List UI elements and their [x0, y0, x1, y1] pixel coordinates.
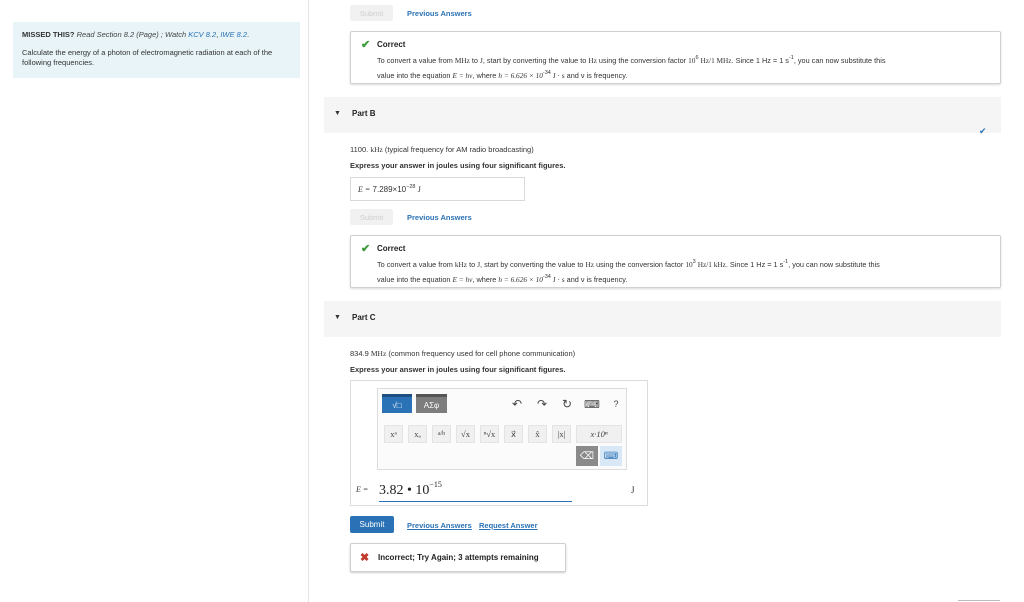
incorrect-x-icon: ✖: [360, 552, 370, 564]
feedback-explanation: To convert a value from kHz to J, start by converting the value to Hz using the conversion factor $10^3$ Hz/1 kHz. Since 1 Hz = 1 $s^{-1}$, you can now substitute this value into the equation E = hν, where $h = 6.626 \times 10^{-34}$ J · s and ν is frequency.: [377, 259, 880, 284]
part-a-previous-answers-link[interactable]: Previous Answers: [407, 9, 472, 18]
backspace-icon[interactable]: ⌫: [576, 446, 598, 466]
undo-icon[interactable]: ↶: [511, 397, 523, 411]
part-b-feedback: [350, 235, 1001, 288]
collapse-caret-icon[interactable]: ▼: [334, 314, 341, 321]
panel-divider: [308, 0, 309, 602]
help-icon[interactable]: ?: [613, 399, 619, 409]
request-answer-link[interactable]: Request Answer: [479, 521, 538, 530]
part-a-submit-button[interactable]: Submit: [350, 5, 393, 21]
part-c-submit-button[interactable]: Submit: [350, 516, 394, 533]
part-c-answer-variable: E =: [356, 485, 369, 494]
fraction-template-button[interactable]: a/b: [432, 425, 451, 443]
problem-instructions: Calculate the energy of a photon of electromagnetic radiation at each of the following frequencies.: [22, 48, 273, 67]
subscript-template-button[interactable]: xₐ: [408, 425, 427, 443]
part-b-answer-field: $E = 7.289\times 10^{-28}$ J: [350, 177, 525, 201]
iwe-link[interactable]: IWE 8.2: [220, 30, 248, 39]
correct-check-icon: ✔: [361, 243, 371, 255]
nth-root-template-button[interactable]: ⁿ√x: [480, 425, 499, 443]
part-c-label: Part C: [352, 313, 376, 322]
vector-template-button[interactable]: x⃗: [504, 425, 523, 443]
part-c-feedback: [350, 543, 566, 572]
feedback-title: Correct: [377, 244, 406, 253]
page-bottom-rule: [958, 600, 1000, 601]
feedback-explanation: To convert a value from MHz to J, start by converting the value to Hz using the conversion factor $10^6$ Hz/1 MHz. Since 1 Hz = 1 $s^{-1}$, you can now substitute this value into the equation E = hν, where $h = 6.626 \times 10^{-34}$ J · s and ν is frequency.: [377, 55, 886, 80]
part-b-previous-answers-link[interactable]: Previous Answers: [407, 213, 472, 222]
greek-symbols-tab[interactable]: ΑΣφ: [416, 394, 447, 413]
incorrect-message: Incorrect; Try Again; 3 attempts remaining: [378, 553, 539, 562]
part-c-answer-input[interactable]: 3.82 • $10^{-15}$: [379, 480, 442, 498]
kcv-link[interactable]: KCV 8.2: [188, 30, 217, 39]
collapse-caret-icon[interactable]: ▼: [334, 110, 341, 117]
scientific-notation-template-button[interactable]: x·10ⁿ: [576, 425, 622, 443]
absolute-value-template-button[interactable]: |x|: [552, 425, 571, 443]
feedback-title: Correct: [377, 40, 406, 49]
sqrt-template-button[interactable]: √x: [456, 425, 475, 443]
unit-vector-template-button[interactable]: x̂: [528, 425, 547, 443]
answer-underline: [379, 501, 572, 502]
reset-icon[interactable]: ↻: [561, 397, 573, 411]
redo-icon[interactable]: ↷: [536, 397, 548, 411]
part-c-answer-unit: J: [631, 485, 635, 495]
part-a-feedback: [350, 31, 1001, 84]
superscript-template-button[interactable]: xᵃ: [384, 425, 403, 443]
part-c-previous-answers-link[interactable]: Previous Answers: [407, 521, 472, 530]
hint-panel: MISSED THIS? Read Section 8.2 (Page) ; Watch KCV 8.2, IWE 8.2. Calculate the energy of a photon of electromagnetic radiation at each of the following frequencies.: [13, 22, 300, 78]
missed-label: MISSED THIS?: [22, 30, 75, 39]
part-c-question: 834.9 MHz (common frequency used for cell phone communication) Express your answer in joules using four significant figures.: [350, 349, 576, 374]
keyboard-icon[interactable]: ⌨: [584, 398, 600, 411]
keyboard-toggle-icon[interactable]: ⌨: [600, 446, 622, 466]
part-b-label: Part B: [352, 109, 376, 118]
part-b-question: 1100. kHz (typical frequency for AM radio broadcasting) Express your answer in joules using four significant figures.: [350, 145, 566, 170]
part-b-submit-button[interactable]: Submit: [350, 209, 393, 225]
part-b-complete-check-icon: ✔: [979, 126, 987, 136]
part-c-header[interactable]: [324, 301, 1001, 337]
read-section-text: Read Section 8.2 (Page) ; Watch: [76, 30, 187, 39]
templates-tab[interactable]: √□: [382, 394, 412, 413]
correct-check-icon: ✔: [361, 39, 371, 51]
part-b-header[interactable]: [324, 97, 1001, 133]
